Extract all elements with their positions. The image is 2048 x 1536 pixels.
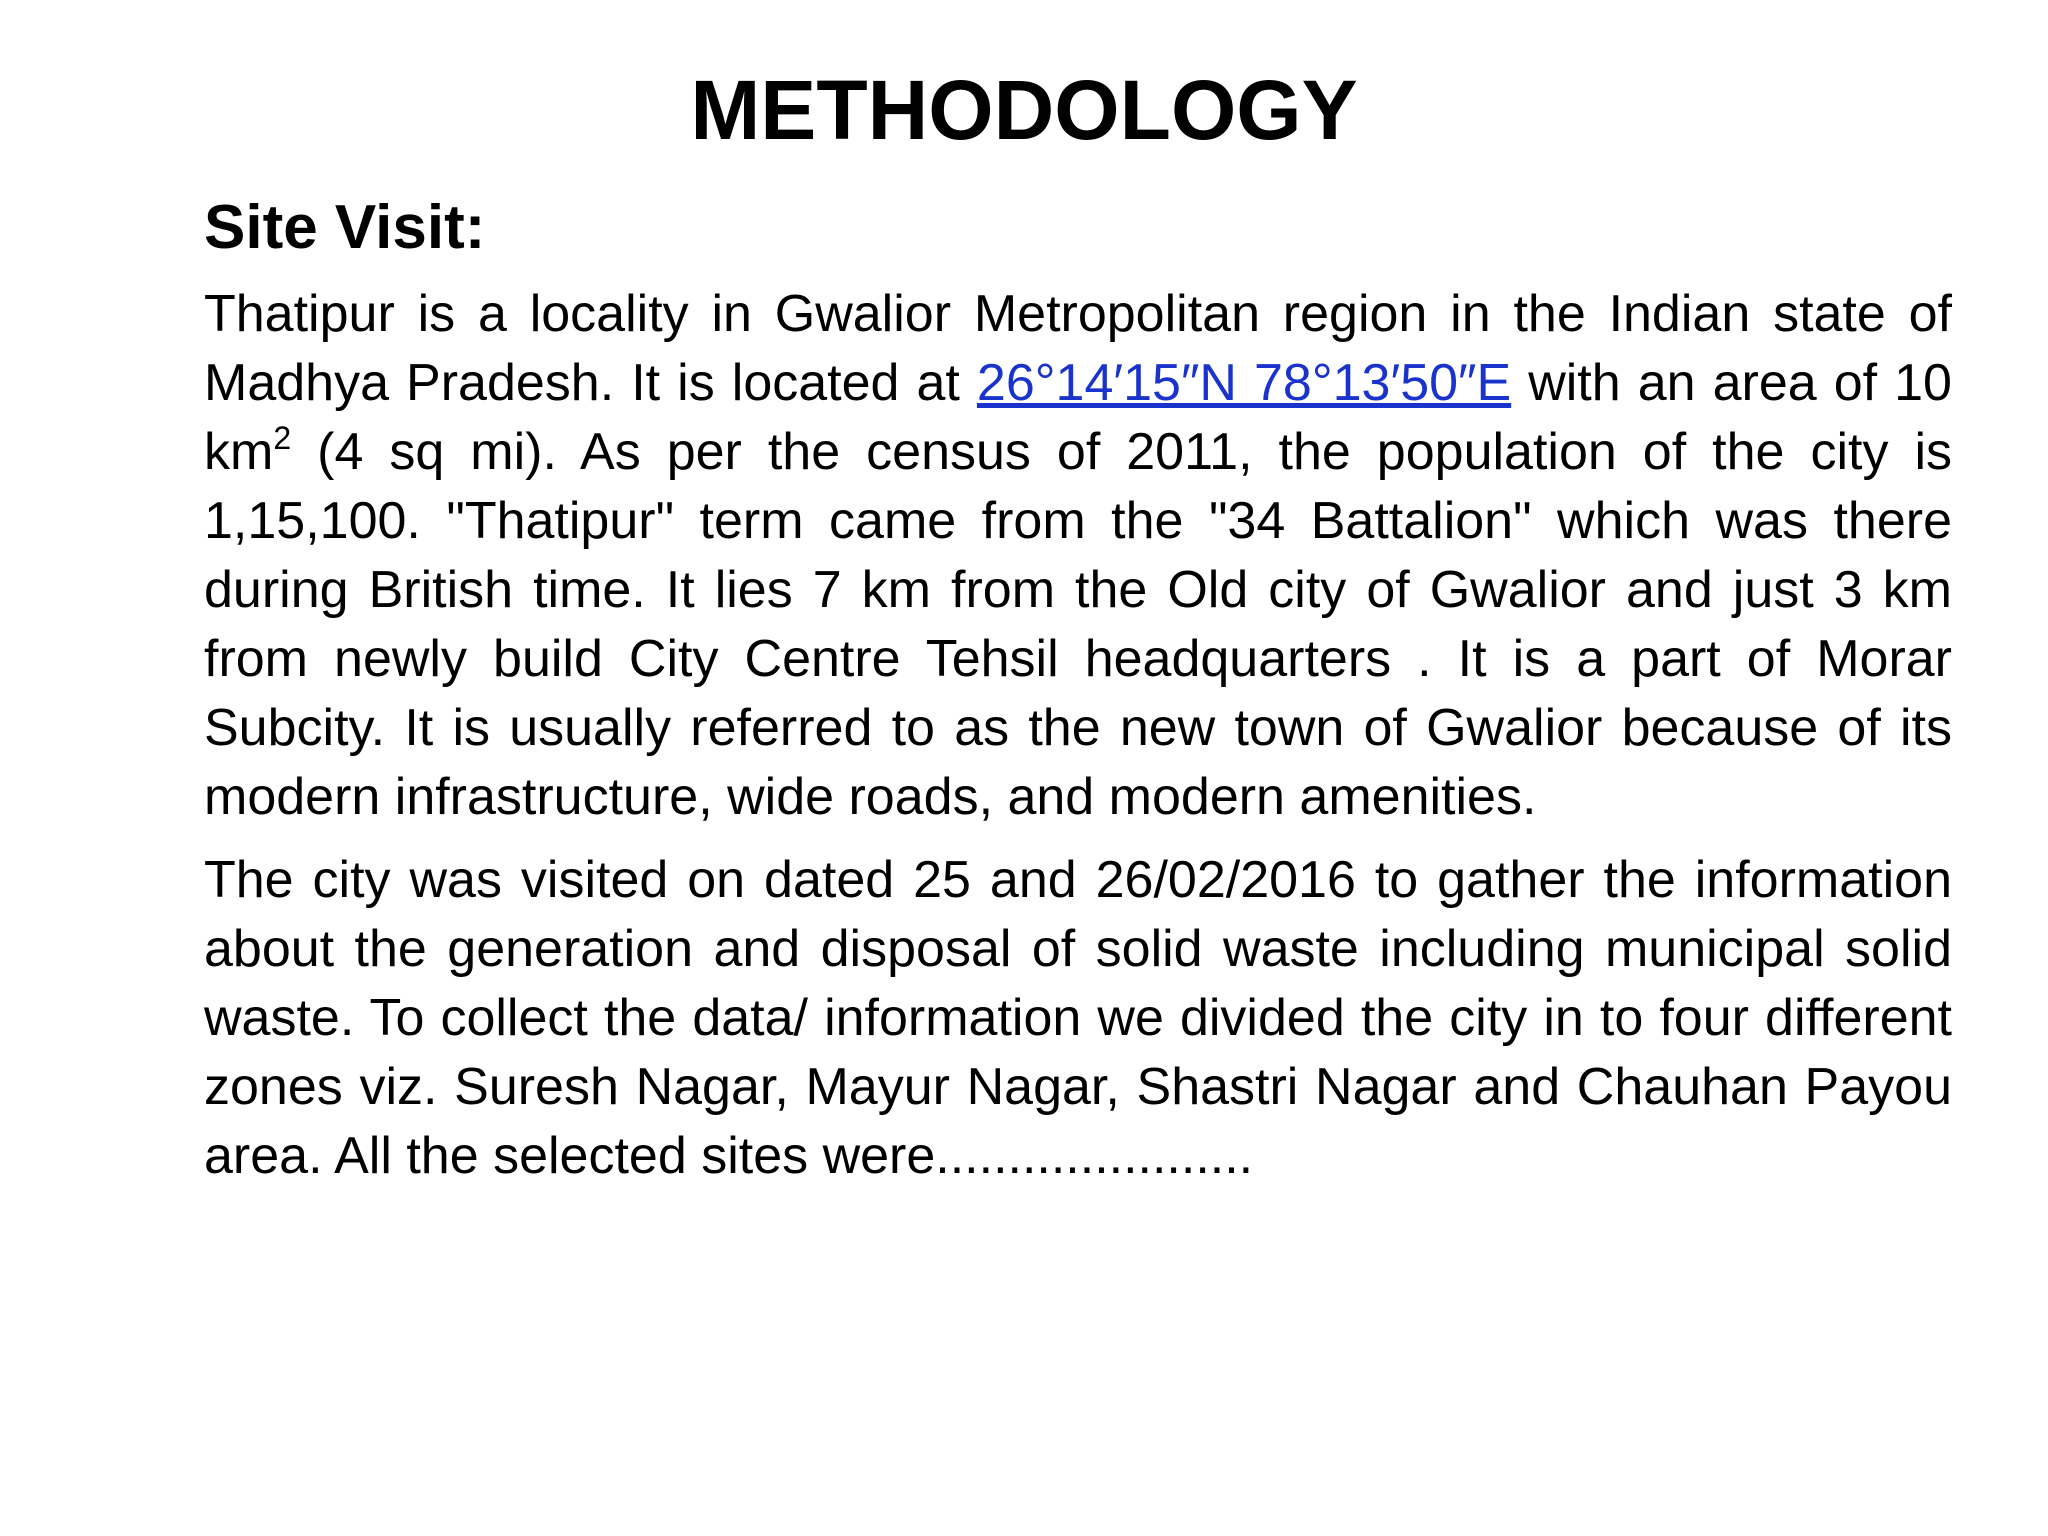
slide-title: METHODOLOGY: [690, 63, 1358, 157]
slide-content: [204, 190, 1952, 1205]
coordinates-link[interactable]: 26°14′15″N 78°13′50″E: [976, 354, 1512, 412]
area-superscript: 2: [273, 420, 292, 456]
paragraph-text: Thatipur is a locality in Gwalior Metropolitan region in the Indian state of Madhya Pradesh. It is located at: [204, 285, 1952, 412]
paragraph-text: with an area of 10 km: [204, 354, 1952, 481]
paragraph-visit-details: The city was visited on dated 25 and 26/02/2016 to gather the information about the generation and disposal of solid waste including municipal solid waste. To collect the data/ information we divided the city in to four different zones viz. Suresh Nagar, Mayur Nagar, Shastri Nagar and Chauhan Payou area. All the selected sites were......................: [204, 851, 1952, 1185]
paragraph-text: (4 sq mi). As per the census of 2011, the population of the city is 1,15,100. "Thatipur" term came from the "34 Battalion" which was there during British time. It lies 7 km from the Old city of Gwalior and just 3 km from newly build City Centre Tehsil headquarters . It is a part of Morar Subcity. It is usually referred to as the new town of Gwalior because of its modern infrastructure, wide roads, and modern amenities.: [204, 423, 1952, 826]
paragraph-site-description: [204, 280, 1952, 832]
section-heading: Site Visit:: [204, 193, 486, 262]
